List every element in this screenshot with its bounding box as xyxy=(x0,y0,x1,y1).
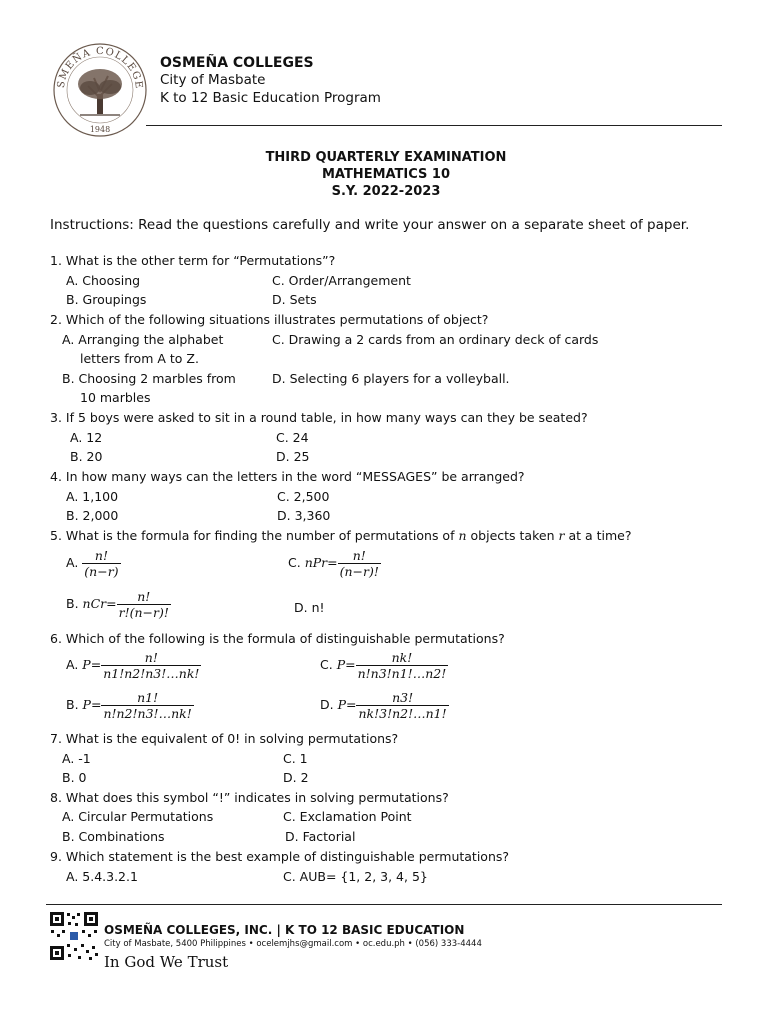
q5-text-end: at a time? xyxy=(568,528,632,543)
q5-b-numerator: n! xyxy=(137,589,151,604)
q9-option-c: C. AUB= {1, 2, 3, 4, 5} xyxy=(283,869,428,884)
school-seal xyxy=(50,42,150,138)
q7-option-c: C. 1 xyxy=(283,751,308,766)
q2-option-d: D. Selecting 6 players for a volleyball. xyxy=(272,371,510,386)
q6-a-denominator: n1!n2!n3!…nk! xyxy=(103,666,200,681)
q5-b-fraction xyxy=(117,589,171,620)
q6-option-b xyxy=(66,690,194,721)
q5-option-d: D. n! xyxy=(294,600,325,615)
question-3: 3. If 5 boys were asked to sit in a round table, in how many ways can they be seated? xyxy=(50,410,588,425)
svg-text:1948: 1948 xyxy=(89,125,111,134)
question-2: 2. Which of the following situations illustrates permutations of object? xyxy=(50,312,489,327)
q9-option-a: A. 5.4.3.2.1 xyxy=(66,869,138,884)
q5-b-label: B. xyxy=(66,596,79,611)
q2-option-b-line2: 10 marbles xyxy=(80,390,151,405)
q6-d-label: D. xyxy=(320,697,334,712)
q2-option-b-line1: B. Choosing 2 marbles from xyxy=(62,371,236,386)
q5-text-start: 5. What is the formula for finding the number of permutations of xyxy=(50,528,455,543)
q1-option-c: C. Order/Arrangement xyxy=(272,273,411,288)
q4-option-b: B. 2,000 xyxy=(66,508,119,523)
q5-var-r: r xyxy=(558,528,565,543)
q3-option-a: A. 12 xyxy=(70,430,103,445)
header-rule xyxy=(146,125,722,126)
question-4: 4. In how many ways can the letters in the word “MESSAGES” be arranged? xyxy=(50,469,525,484)
qr-code-icon xyxy=(48,910,100,964)
question-9: 9. Which statement is the best example of distinguishable permutations? xyxy=(50,849,510,864)
school-name: OSMEÑA COLLEGES xyxy=(160,55,314,71)
q5-option-a xyxy=(66,548,121,579)
q5-text-mid: objects taken xyxy=(470,528,555,543)
q6-c-denominator: n!n3!n1!…n2! xyxy=(357,666,447,681)
q2-option-a-line1: A. Arranging the alphabet xyxy=(62,332,224,347)
q6-a-numerator: n! xyxy=(144,650,158,665)
q3-option-d: D. 25 xyxy=(276,449,310,464)
footer-contact: City of Masbate, 5400 Philippines • ocelemjhs@gmail.com • oc.edu.ph • (056) 333-4444 xyxy=(104,939,482,949)
exam-school-year: S.Y. 2022-2023 xyxy=(331,184,441,199)
question-5 xyxy=(50,528,632,543)
school-program: K to 12 Basic Education Program xyxy=(160,90,381,106)
exam-subject: MATHEMATICS 10 xyxy=(321,167,451,182)
q6-a-lhs: P= xyxy=(82,657,102,672)
q5-b-lhs: nCr= xyxy=(82,596,117,611)
q5-option-c xyxy=(288,548,381,579)
exam-title: THIRD QUARTERLY EXAMINATION xyxy=(265,150,507,165)
question-1: 1. What is the other term for “Permutations”? xyxy=(50,253,336,268)
q1-option-b: B. Groupings xyxy=(66,292,147,307)
q3-option-c: C. 24 xyxy=(276,430,309,445)
question-8: 8. What does this symbol “!” indicates in solving permutations? xyxy=(50,790,449,805)
q4-option-d: D. 3,360 xyxy=(277,508,331,523)
q8-option-c: C. Exclamation Point xyxy=(283,809,412,824)
svg-text:OSMEÑA COLLEGES: SMEÑA COLLEGE xyxy=(55,45,145,91)
q1-option-a: A. Choosing xyxy=(66,273,141,288)
q5-c-denominator: (n−r)! xyxy=(339,564,379,579)
q5-c-label: C. xyxy=(288,555,301,570)
q3-option-b: B. 20 xyxy=(70,449,103,464)
q6-option-c xyxy=(320,650,448,681)
q8-option-b: B. Combinations xyxy=(62,829,165,844)
q6-b-denominator: n!n2!n3!…nk! xyxy=(103,706,192,721)
q7-option-b: B. 0 xyxy=(62,770,87,785)
question-7: 7. What is the equivalent of 0! in solving permutations? xyxy=(50,731,399,746)
q6-b-numerator: n1! xyxy=(137,690,159,705)
footer-title: OSMEÑA COLLEGES, INC. | K TO 12 BASIC EDUCATION xyxy=(104,923,465,937)
q5-option-b xyxy=(66,589,171,620)
q6-b-fraction xyxy=(101,690,193,721)
q5-c-fraction xyxy=(338,548,381,579)
q7-option-a: A. -1 xyxy=(62,751,91,766)
instructions: Instructions: Read the questions carefully and write your answer on a separate sheet of paper. xyxy=(50,217,690,233)
q2-option-a-line2: letters from A to Z. xyxy=(80,351,199,366)
q1-option-d: D. Sets xyxy=(272,292,317,307)
q6-d-fraction xyxy=(356,690,448,721)
question-6: 6. Which of the following is the formula of distinguishable permutations? xyxy=(50,631,505,646)
q5-a-numerator: n! xyxy=(94,548,108,563)
q6-b-lhs: P= xyxy=(82,697,102,712)
q6-d-denominator: nk!3!n2!…n1! xyxy=(358,706,447,721)
q5-var-n: n xyxy=(458,528,467,543)
q4-option-c: C. 2,500 xyxy=(277,489,330,504)
footer-rule xyxy=(46,904,722,905)
q6-d-numerator: n3! xyxy=(392,690,414,705)
q5-b-denominator: r!(n−r)! xyxy=(118,605,169,620)
q5-c-lhs: nPr= xyxy=(304,555,338,570)
q6-a-fraction xyxy=(101,650,201,681)
q5-a-label: A. xyxy=(66,555,79,570)
q6-c-fraction xyxy=(356,650,449,681)
q4-option-a: A. 1,100 xyxy=(66,489,119,504)
q6-a-label: A. xyxy=(66,657,79,672)
q8-option-d: D. Factorial xyxy=(285,829,356,844)
q6-c-numerator: nk! xyxy=(391,650,413,665)
q5-a-denominator: (n−r) xyxy=(84,564,119,579)
q6-b-label: B. xyxy=(66,697,79,712)
q5-a-fraction xyxy=(82,548,120,579)
q6-c-label: C. xyxy=(320,657,333,672)
q8-option-a: A. Circular Permutations xyxy=(62,809,214,824)
q6-option-d xyxy=(320,690,449,721)
q6-c-lhs: P= xyxy=(336,657,356,672)
q2-option-c: C. Drawing a 2 cards from an ordinary deck of cards xyxy=(272,332,599,347)
school-city: City of Masbate xyxy=(160,72,266,88)
q6-option-a xyxy=(66,650,201,681)
footer-motto: In God We Trust xyxy=(104,953,229,971)
q5-c-numerator: n! xyxy=(352,548,366,563)
q6-d-lhs: P= xyxy=(337,697,357,712)
q7-option-d: D. 2 xyxy=(283,770,309,785)
